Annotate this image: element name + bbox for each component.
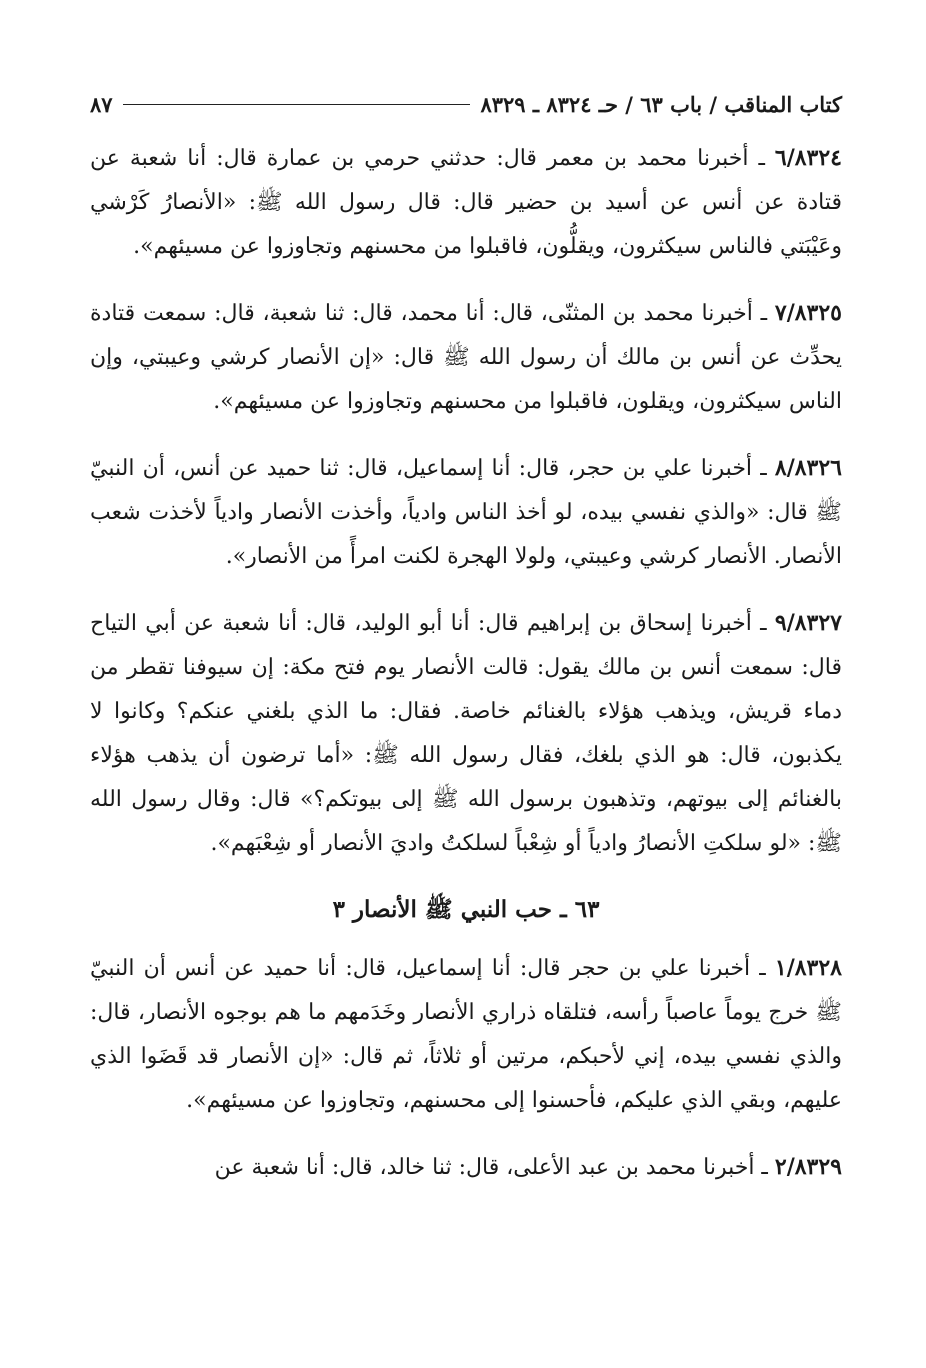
hadith-text: ـ أخبرنا علي بن حجر، قال: أنا إسماعيل، قال: ثنا حميد عن أنس، أن النبيّ ﷺ قال: «والذي نفسي بيده، لو أخذ الناس وادياً، وأخذت الأنصار وادياً لأخذت شعب الأنصار. الأنصار كرشي وعيبتي، ولولا الهجرة لكنت امرأً من الأنصار». — [90, 456, 842, 569]
hadith-number: ٦/٨٣٢٤ — [774, 145, 842, 171]
hadith-paragraph — [90, 946, 842, 1123]
hadith-paragraph — [90, 291, 842, 424]
hadith-text: ـ أخبرنا إسحاق بن إبراهيم قال: أنا أبو الوليد، قال: أنا شعبة عن أبي التياح قال: سمعت أنس بن مالك يقول: قالت الأنصار يوم فتح مكة: إن سيوفنا تقطر من دماء قريش، ويذهب هؤلاء بالغنائم خاصة. فقال: ما الذي بلغني عنكم؟ وكانوا لا يكذبون، قال: هو الذي بلغك، فقال رسول الله ﷺ: «أما ترضون أن يذهب هؤلاء بالغنائم إلى بيوتهم، وتذهبون برسول الله ﷺ إلى بيوتكم؟» قال: وقال رسول الله ﷺ: «لو سلكتِ الأنصارُ وادياً أو شِعْباً لسلكتُ واديَ الأنصار أو شِعْبَهم». — [90, 611, 842, 856]
header-rule — [123, 104, 471, 105]
page-number: ٨٧ — [90, 91, 113, 117]
hadith-text: ـ أخبرنا علي بن حجر قال: أنا إسماعيل، قال: أنا حميد عن أنس أن النبيّ ﷺ خرج يوماً عاصباً رأسه، فتلقاه ذراري الأنصار وخَدَمهم ما هم بوجوه الأنصار، قال: والذي نفسي بيده، إني لأحبكم، مرتين أو ثلاثاً، ثم قال: «إن الأنصار قد قَضَوا الذي عليهم، وبقي الذي عليكم، فأحسنوا إلى محسنهم، وتجاوزوا عن مسيئهم». — [90, 956, 842, 1113]
hadith-text: ـ أخبرنا محمد بن المثنّى، قال: أنا محمد، قال: ثنا شعبة، قال: سمعت قتادة يحدِّث عن أنس بن مالك أن رسول الله ﷺ قال: «إن الأنصار كرشي وعيبتي، وإن الناس سيكثرون، ويقلون، فاقبلوا من محسنهم وتجاوزوا عن مسيئهم». — [90, 301, 842, 414]
hadith-text: ـ أخبرنا محمد بن معمر قال: حدثني حرمي بن عمارة قال: أنا شعبة عن قتادة عن أنس عن أسيد بن حضير قال: قال رسول الله ﷺ: «الأنصارُ كَرْشي وعَيْبَتي فالناس سيكثرون، ويقلُّون، فاقبلوا من محسنهم وتجاوزوا عن مسيئهم». — [90, 146, 842, 259]
document-page — [90, 86, 842, 1212]
hadith-paragraph — [90, 136, 842, 269]
hadith-number: ٩/٨٣٢٧ — [774, 610, 842, 636]
hadith-text: ـ أخبرنا محمد بن عبد الأعلى، قال: ثنا خالد، قال: أنا شعبة عن — [214, 1155, 775, 1180]
hadith-number: ١/٨٣٢٨ — [774, 955, 842, 981]
hadith-paragraph — [90, 1145, 842, 1190]
hadith-number: ٧/٨٣٢٥ — [774, 300, 842, 326]
chapter-heading: ٦٣ ـ حب النبي ﷺ الأنصار ٣ — [332, 896, 600, 923]
hadith-number: ٨/٨٣٢٦ — [774, 455, 842, 481]
running-title: كتاب المناقب / باب ٦٣ / حـ ٨٣٢٤ ـ ٨٣٢٩ — [480, 91, 842, 117]
hadith-number: ٢/٨٣٢٩ — [774, 1154, 842, 1180]
page-header — [90, 86, 842, 122]
hadith-paragraph — [90, 601, 842, 866]
hadith-paragraph — [90, 446, 842, 579]
